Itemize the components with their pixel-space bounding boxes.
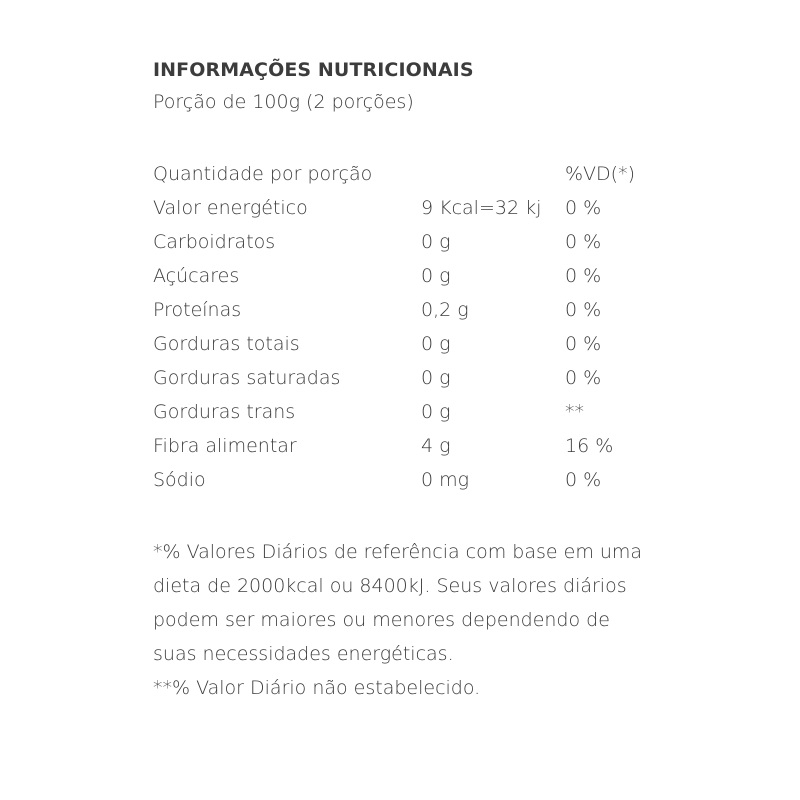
not-established-footnote: **% Valor Diário não estabelecido. (153, 677, 481, 699)
nutrition-facts-panel (153, 55, 653, 705)
nutrient-amount: 4 g (421, 435, 451, 457)
nutrient-vd: 0 % (565, 265, 602, 287)
nutrient-name: Proteínas (153, 299, 242, 321)
nutrient-amount: 0 g (421, 265, 451, 287)
nutrient-amount: 0 g (421, 367, 451, 389)
column-header-amount (421, 157, 565, 191)
nutrient-name: Açúcares (153, 265, 240, 287)
nutrient-vd: 16 % (565, 435, 614, 457)
table-row (153, 259, 653, 293)
nutrient-vd: 0 % (565, 231, 602, 253)
nutrition-title: INFORMAÇÕES NUTRICIONAIS (153, 59, 474, 81)
table-row (153, 327, 653, 361)
nutrient-amount: 0 mg (421, 469, 470, 491)
table-row (153, 395, 653, 429)
nutrient-name: Valor energético (153, 197, 308, 219)
nutrient-vd: 0 % (565, 367, 602, 389)
table-row (153, 463, 653, 497)
table-row (153, 429, 653, 463)
nutrient-vd: 0 % (565, 197, 602, 219)
footnotes (153, 535, 648, 705)
nutrient-vd: 0 % (565, 469, 602, 491)
nutrient-name: Sódio (153, 469, 206, 491)
nutrient-name: Gorduras trans (153, 401, 296, 423)
table-row (153, 361, 653, 395)
nutrient-name: Gorduras totais (153, 333, 300, 355)
nutrient-vd: 0 % (565, 333, 602, 355)
nutrient-amount: 0 g (421, 231, 451, 253)
table-row (153, 293, 653, 327)
nutrient-amount: 0 g (421, 333, 451, 355)
daily-values-footnote: *% Valores Diários de referência com base em uma dieta de 2000kcal ou 8400kJ. Seus valores diários podem ser maiores ou menores dependendo de suas necessidades energéticas. (153, 541, 643, 665)
table-row (153, 191, 653, 225)
nutrient-vd: ** (565, 401, 584, 423)
nutrient-name: Carboidratos (153, 231, 276, 253)
column-header-vd: %VD(*) (565, 163, 636, 185)
nutrient-vd: 0 % (565, 299, 602, 321)
nutrient-amount: 9 Kcal=32 kj (421, 197, 542, 219)
nutrient-name: Fibra alimentar (153, 435, 297, 457)
nutrient-amount: 0 g (421, 401, 451, 423)
serving-size: Porção de 100g (2 porções) (153, 91, 414, 113)
column-header-name: Quantidade por porção (153, 163, 373, 185)
nutrition-table (153, 157, 653, 497)
nutrient-amount: 0,2 g (421, 299, 469, 321)
table-row (153, 225, 653, 259)
table-header-row (153, 157, 653, 191)
nutrient-name: Gorduras saturadas (153, 367, 341, 389)
